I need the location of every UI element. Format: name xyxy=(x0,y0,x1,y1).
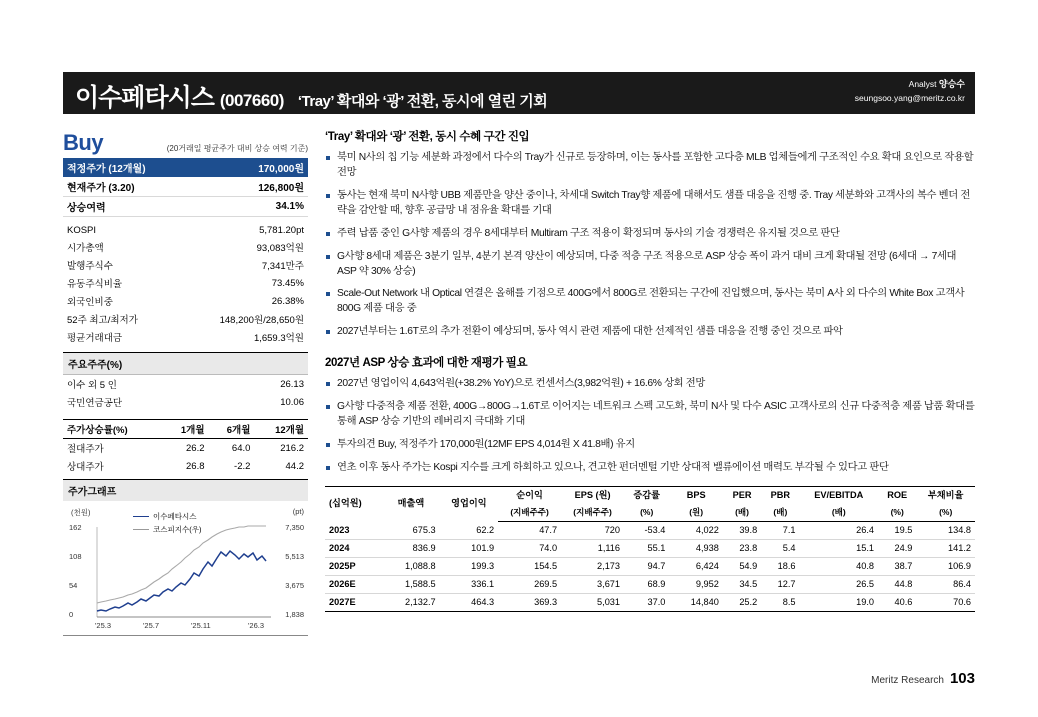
fin-cell: 25.2 xyxy=(723,593,761,611)
analyst-email: seungsoo.yang@meritz.co.kr xyxy=(854,92,965,103)
fin-cell: 336.1 xyxy=(440,575,499,593)
fin-cell: 37.0 xyxy=(624,593,669,611)
fin-cell: 39.8 xyxy=(723,521,761,539)
header-title-group xyxy=(75,78,547,114)
fin-col-op-profit: 영업이익 xyxy=(440,486,499,521)
rating-row xyxy=(63,130,308,158)
perf-cell: 44.2 xyxy=(285,460,304,472)
chart-xtick-2: '25.11 xyxy=(191,621,211,630)
fin-cell: 101.9 xyxy=(440,539,499,557)
legend-label: 코스피지수(우) xyxy=(153,525,202,534)
fin-cell: 1,116 xyxy=(561,539,624,557)
section-2-bullets xyxy=(325,377,975,476)
list-item: Scale-Out Network 내 Optical 연결은 올해를 기점으로 400G에서 800G로 전환되는 구간에 진입했으며, 동사는 북미 A사 외 다수의 White Box 고객사 800G 제품 대응 중 xyxy=(325,287,975,317)
fin-cell: 62.2 xyxy=(440,521,499,539)
fin-header-top xyxy=(325,486,975,504)
fin-unit-roe: (%) xyxy=(878,504,916,521)
table-row xyxy=(63,223,308,238)
fin-cell: 18.6 xyxy=(761,557,799,575)
fin-cell: 70.6 xyxy=(916,593,975,611)
fin-unit-growth: (%) xyxy=(624,504,669,521)
fin-col-per: PER xyxy=(723,486,761,504)
fin-cell: 4,938 xyxy=(669,539,722,557)
perf-cell: 26.2 xyxy=(186,442,205,454)
current-price-label: 현재주가 (3.20) xyxy=(63,177,214,197)
fin-col-eps: EPS (원) xyxy=(561,486,624,504)
fin-cell: 74.0 xyxy=(498,539,561,557)
fin-cell: 19.0 xyxy=(800,593,879,611)
list-item: 투자의견 Buy, 적정주가 170,000원(12MF EPS 4,014원 X 41.8배) 유지 xyxy=(325,438,975,453)
fin-cell: 26.5 xyxy=(800,575,879,593)
main-content xyxy=(325,128,975,612)
fin-unit-pbr: (배) xyxy=(761,504,799,521)
stat-value: 7,341만주 xyxy=(261,261,304,272)
fin-cell: 68.9 xyxy=(624,575,669,593)
price-summary-table xyxy=(63,158,308,217)
fin-year: 2023 xyxy=(325,521,382,539)
chart-ytick-left-2: 54 xyxy=(69,581,78,590)
stat-value: 26.38% xyxy=(271,295,304,307)
table-row xyxy=(63,393,308,411)
table-row xyxy=(63,457,308,475)
fin-col-bps: BPS xyxy=(669,486,722,504)
holder-value: 10.06 xyxy=(280,396,304,408)
fin-cell: 199.3 xyxy=(440,557,499,575)
major-holders-table xyxy=(63,375,308,411)
chart-ytick-right-1: 5,513 xyxy=(285,552,304,561)
chart-ytick-right-0: 7,350 xyxy=(285,523,304,532)
fin-cell: 6,424 xyxy=(669,557,722,575)
fin-cell: 5,031 xyxy=(561,593,624,611)
fin-cell: 134.8 xyxy=(916,521,975,539)
list-item: 2027년부터는 1.6T로의 추가 전환이 예상되며, 동사 역시 관련 제품에 대한 선제적인 샘플 대응을 진행 중인 것으로 파악 xyxy=(325,325,975,340)
perf-title: 주가상승률(%) xyxy=(67,425,128,436)
list-item: G사향 8세대 제품은 3분기 일부, 4분기 본격 양산이 예상되며, 다중 적층 구조 적용으로 ASP 상승 폭이 과거 대비 크게 확대될 전망 (6세대 → 7세대 ASP 약 30% 상승) xyxy=(325,250,975,280)
price-performance-table xyxy=(63,419,308,475)
fin-cell: 40.8 xyxy=(800,557,879,575)
perf-cell: 216.2 xyxy=(280,442,304,454)
table-row xyxy=(325,575,975,593)
chart-ytick-left-1: 108 xyxy=(69,552,82,561)
fin-cell: 3,671 xyxy=(561,575,624,593)
table-row xyxy=(63,238,308,256)
fin-cell: 7.1 xyxy=(761,521,799,539)
brand-name: Meritz Research xyxy=(871,675,944,686)
fin-cell: 23.8 xyxy=(723,539,761,557)
fin-cell: 86.4 xyxy=(916,575,975,593)
fin-cell: 24.9 xyxy=(878,539,916,557)
stat-label: 외국인비중 xyxy=(67,297,113,308)
fin-unit-per: (배) xyxy=(723,504,761,521)
fin-year: 2025P xyxy=(325,557,382,575)
fin-col-revenue: 매출액 xyxy=(382,486,439,521)
fin-cell: 44.8 xyxy=(878,575,916,593)
fin-cell: 9,952 xyxy=(669,575,722,593)
fin-cell: -53.4 xyxy=(624,521,669,539)
target-price-row xyxy=(63,158,308,177)
chart-canvas xyxy=(63,505,308,635)
fin-cell: 2,132.7 xyxy=(382,593,439,611)
fin-cell: 40.6 xyxy=(878,593,916,611)
table-row xyxy=(63,439,308,458)
price-chart-title: 주가그래프 xyxy=(63,479,308,501)
stat-value: 73.45% xyxy=(271,277,304,289)
company-name: 이수페타시스 xyxy=(75,84,214,112)
fin-cell: 269.5 xyxy=(498,575,561,593)
section-1-bullets xyxy=(325,151,975,340)
perf-cell: 64.0 xyxy=(231,442,251,454)
target-price-value: 170,000원 xyxy=(258,164,304,175)
table-row xyxy=(325,521,975,539)
stat-value: 5,781.20pt xyxy=(259,225,304,236)
upside-row xyxy=(63,197,308,217)
chart-ytick-right-2: 3,675 xyxy=(285,581,304,590)
investment-rating: Buy xyxy=(63,130,104,155)
current-price-value: 126,800원 xyxy=(214,177,308,197)
fin-year: 2024 xyxy=(325,539,382,557)
chart-xtick-1: '25.7 xyxy=(143,621,160,630)
table-row xyxy=(325,539,975,557)
stat-label: 52주 최고/최저가 xyxy=(67,315,138,326)
fin-col-roe: ROE xyxy=(878,486,916,504)
legend-label: 이수페타시스 xyxy=(153,512,197,521)
perf-header-row xyxy=(63,420,308,439)
fin-col-unit: (십억원) xyxy=(325,486,382,521)
analyst-label: Analyst xyxy=(908,79,937,89)
fin-cell: 54.9 xyxy=(723,557,761,575)
fin-cell: 19.5 xyxy=(878,521,916,539)
chart-xtick-3: '26.3 xyxy=(248,621,265,630)
fin-cell: 55.1 xyxy=(624,539,669,557)
chart-left-unit: (천원) xyxy=(71,508,91,517)
table-row xyxy=(63,328,308,346)
fin-cell: 464.3 xyxy=(440,593,499,611)
stat-label: 시가총액 xyxy=(67,243,104,254)
holder-label: 국민연금공단 xyxy=(67,398,123,409)
table-row xyxy=(63,310,308,328)
report-header xyxy=(63,72,975,114)
rating-note: (20거래일 평균주가 대비 상승 여력 기준) xyxy=(166,144,308,153)
fin-unit-ev-ebitda: (배) xyxy=(800,504,879,521)
fin-cell: 94.7 xyxy=(624,557,669,575)
fin-cell: 14,840 xyxy=(669,593,722,611)
fin-col-ev-ebitda: EV/EBITDA xyxy=(800,486,879,504)
upside-value: 34.1% xyxy=(214,197,308,217)
fin-cell: 4,022 xyxy=(669,521,722,539)
fin-unit-debt-ratio: (%) xyxy=(916,504,975,521)
table-row xyxy=(325,557,975,575)
stat-value: 1,659.3억원 xyxy=(253,333,304,344)
fin-cell: 47.7 xyxy=(498,521,561,539)
fin-unit-eps: (지배주주) xyxy=(561,504,624,521)
chart-ytick-left-0: 162 xyxy=(69,523,82,532)
fin-cell: 106.9 xyxy=(916,557,975,575)
perf-col-1m: 1개월 xyxy=(180,425,205,436)
page-number: 103 xyxy=(949,670,975,687)
fin-col-debt-ratio: 부채비율 xyxy=(916,486,975,504)
perf-col-6m: 6개월 xyxy=(226,425,251,436)
list-item: 동사는 현재 북미 N사향 UBB 제품만을 양산 중이나, 차세대 Switch Tray향 제품에 대해서도 샘플 대응을 진행 중. Tray 세분화와 고객사의 복수 벤더 전략을 감안할 때, 향후 공급망 내 점유율 확대를 기대 xyxy=(325,189,975,219)
left-summary-panel xyxy=(63,130,308,636)
chart-ytick-left-3: 0 xyxy=(69,610,74,619)
fin-cell: 12.7 xyxy=(761,575,799,593)
report-subtitle: ‘Tray’ 확대와 ‘광’ 전환, 동시에 열린 기회 xyxy=(297,93,548,110)
stat-label: 발행주식수 xyxy=(67,261,113,272)
target-price-label: 적정주가 (12개월) xyxy=(67,164,146,175)
stat-value: 93,083억원 xyxy=(256,243,304,254)
table-row xyxy=(63,375,308,393)
chart-ytick-right-3: 1,838 xyxy=(285,610,304,619)
fin-year: 2027E xyxy=(325,593,382,611)
perf-row-label: 상대주가 xyxy=(67,462,104,473)
holder-value: 26.13 xyxy=(280,378,304,390)
table-row xyxy=(63,274,308,292)
fin-cell: 836.9 xyxy=(382,539,439,557)
financial-summary-table xyxy=(325,486,975,612)
list-item: 주력 납품 중인 G사향 제품의 경우 8세대부터 Multiram 구조 적용이 확정되며 동사의 기술 경쟁력은 유지될 것으로 판단 xyxy=(325,227,975,242)
fin-unit-net-income: (지배주주) xyxy=(498,504,561,521)
fin-cell: 2,173 xyxy=(561,557,624,575)
fin-cell: 154.5 xyxy=(498,557,561,575)
major-holders-title: 주요주주(%) xyxy=(63,352,308,375)
perf-cell: -2.2 xyxy=(234,460,251,472)
perf-row-label: 절대주가 xyxy=(67,444,104,455)
table-row xyxy=(325,593,975,611)
list-item: 2027년 영업이익 4,643억원(+38.2% YoY)으로 컨센서스(3,982억원) + 16.6% 상회 전망 xyxy=(325,377,975,392)
analyst-name: 양승수 xyxy=(938,79,965,89)
stat-label: 유동주식비율 xyxy=(67,279,123,290)
chart-right-unit: (pt) xyxy=(292,507,304,516)
fin-col-growth: 증감률 xyxy=(624,486,669,504)
fin-cell: 34.5 xyxy=(723,575,761,593)
ticker-code: (007660) xyxy=(219,91,284,110)
section-title-1: ‘Tray’ 확대와 ‘광’ 전환, 동시 수혜 구간 진입 xyxy=(325,131,530,143)
fin-cell: 141.2 xyxy=(916,539,975,557)
fin-cell: 5.4 xyxy=(761,539,799,557)
market-stats-table xyxy=(63,223,308,346)
list-item: 연초 이후 동사 주가는 Kospi 지수를 크게 하회하고 있으나, 견고한 펀더멘털 기반 상대적 밸류에이션 매력도 부각될 수 있다고 판단 xyxy=(325,461,975,476)
fin-cell: 8.5 xyxy=(761,593,799,611)
analyst-block xyxy=(855,78,965,104)
fin-cell: 369.3 xyxy=(498,593,561,611)
section-title-2: 2027년 ASP 상승 효과에 대한 재평가 필요 xyxy=(325,357,528,370)
fin-col-pbr: PBR xyxy=(761,486,799,504)
fin-unit-bps: (원) xyxy=(669,504,722,521)
perf-cell: 26.8 xyxy=(186,460,205,472)
page-footer xyxy=(871,670,975,687)
fin-year: 2026E xyxy=(325,575,382,593)
price-chart xyxy=(63,505,308,636)
fin-cell: 720 xyxy=(561,521,624,539)
fin-col-net-income: 순이익 xyxy=(498,486,561,504)
list-item: G사향 다중적층 제품 전환, 400G→800G→1.6T로 이어지는 네트워크 스펙 고도화, 북미 N사 및 다수 ASIC 고객사로의 신규 다중적층 제품 납품 확대를 통해 ASP 상승 기반의 레버리지 극대화 기대 xyxy=(325,400,975,430)
chart-xtick-0: '25.3 xyxy=(95,621,112,630)
fin-cell: 26.4 xyxy=(800,521,879,539)
analyst-line xyxy=(855,78,965,92)
table-row xyxy=(63,292,308,310)
table-row xyxy=(63,256,308,274)
holder-label: 이수 외 5 인 xyxy=(67,380,117,391)
list-item: 북미 N사의 칩 기능 세분화 과정에서 다수의 Tray가 신규로 등장하며, 이는 동사를 포함한 고다층 MLB 업체들에게 구조적인 수요 확대 요인으로 작용할 전망 xyxy=(325,151,975,181)
fin-cell: 38.7 xyxy=(878,557,916,575)
fin-cell: 15.1 xyxy=(800,539,879,557)
stat-value: 148,200원/28,650원 xyxy=(219,315,304,326)
fin-cell: 675.3 xyxy=(382,521,439,539)
stat-label: KOSPI xyxy=(67,225,97,236)
stat-label: 평균거래대금 xyxy=(67,333,123,344)
fin-cell: 1,588.5 xyxy=(382,575,439,593)
current-price-row xyxy=(63,177,308,197)
upside-label: 상승여력 xyxy=(63,197,214,217)
perf-col-12m: 12개월 xyxy=(275,425,304,436)
fin-cell: 1,088.8 xyxy=(382,557,439,575)
